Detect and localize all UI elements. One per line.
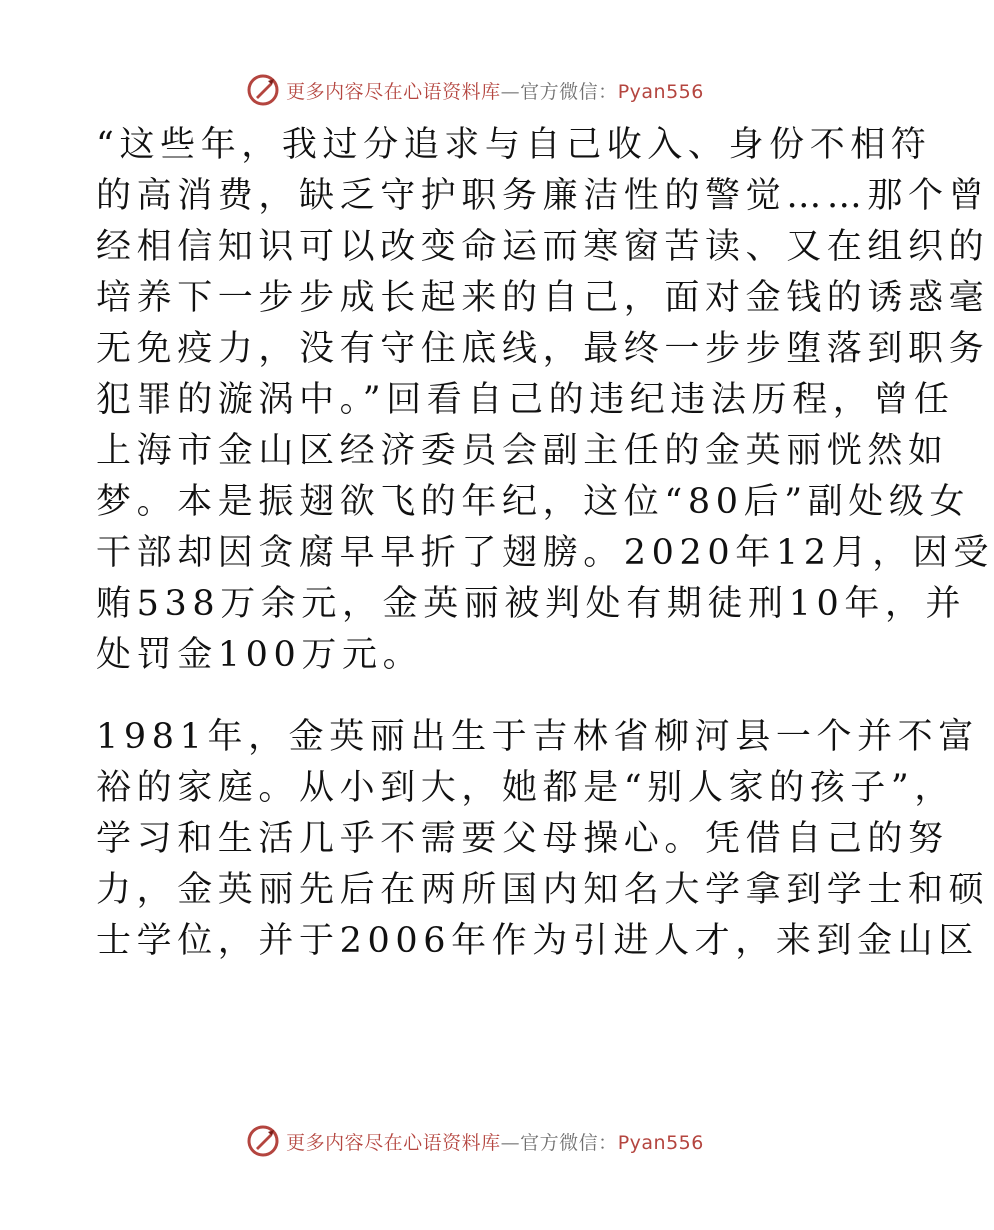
watermark-separator: — — [500, 1131, 521, 1154]
text-line: 裕的家庭。从小到大，她都是“别人家的孩子”， — [96, 768, 955, 808]
text-line: 经相信知识可以改变命运而寒窗苦读、又在组织的 — [96, 227, 990, 267]
watermark-wechat-label: 官方微信： — [520, 1131, 618, 1154]
text-line: “这些年，我过分追求与自己收入、身份不相符 — [96, 125, 932, 165]
watermark-separator: — — [500, 80, 521, 103]
text-line: 干部却因贪腐早早折了翅膀。2020年12月，因受 — [96, 533, 994, 573]
text-line: 力，金英丽先后在两所国内知名大学拿到学士和硕 — [96, 870, 990, 910]
text-line: 处罚金100万元。 — [96, 635, 424, 675]
text-line: 士学位，并于2006年作为引进人才，来到金山区 — [96, 921, 979, 961]
quill-logo-icon — [246, 1124, 280, 1158]
footer-watermark — [0, 1121, 950, 1161]
paragraph-2 — [96, 712, 990, 967]
text-line: 上海市金山区经济委员会副主任的金英丽恍然如 — [96, 431, 949, 471]
text-line: 犯罪的漩涡中。”回看自己的违纪违法历程，曾任 — [96, 380, 955, 420]
watermark-wechat-label: 官方微信： — [520, 80, 618, 103]
document-body — [96, 120, 994, 967]
watermark-site: 更多内容尽在心语资料库 — [286, 80, 501, 103]
text-line: 贿538万余元，金英丽被判处有期徒刑10年，并 — [96, 584, 967, 624]
header-watermark — [0, 70, 950, 110]
text-line: 学习和生活几乎不需要父母操心。凭借自己的努 — [96, 819, 949, 859]
text-line: 1981年，金英丽出生于吉林省柳河县一个并不富 — [96, 717, 979, 757]
paragraph-1 — [96, 120, 994, 681]
text-line: 的高消费，缺乏守护职务廉洁性的警觉……那个曾 — [96, 176, 990, 216]
text-line: 梦。本是振翅欲飞的年纪，这位“80后”副处级女 — [96, 482, 971, 522]
watermark-text — [286, 77, 704, 104]
text-line: 无免疫力，没有守住底线，最终一步步堕落到职务 — [96, 329, 990, 369]
watermark-wechat-id: Pyan556 — [617, 1131, 704, 1154]
watermark-text — [286, 1128, 704, 1155]
watermark-site: 更多内容尽在心语资料库 — [286, 1131, 501, 1154]
watermark-wechat-id: Pyan556 — [617, 80, 704, 103]
paragraph-spacer — [96, 681, 866, 712]
text-line: 培养下一步步成长起来的自己，面对金钱的诱惑毫 — [96, 278, 990, 318]
quill-logo-icon — [246, 73, 280, 107]
